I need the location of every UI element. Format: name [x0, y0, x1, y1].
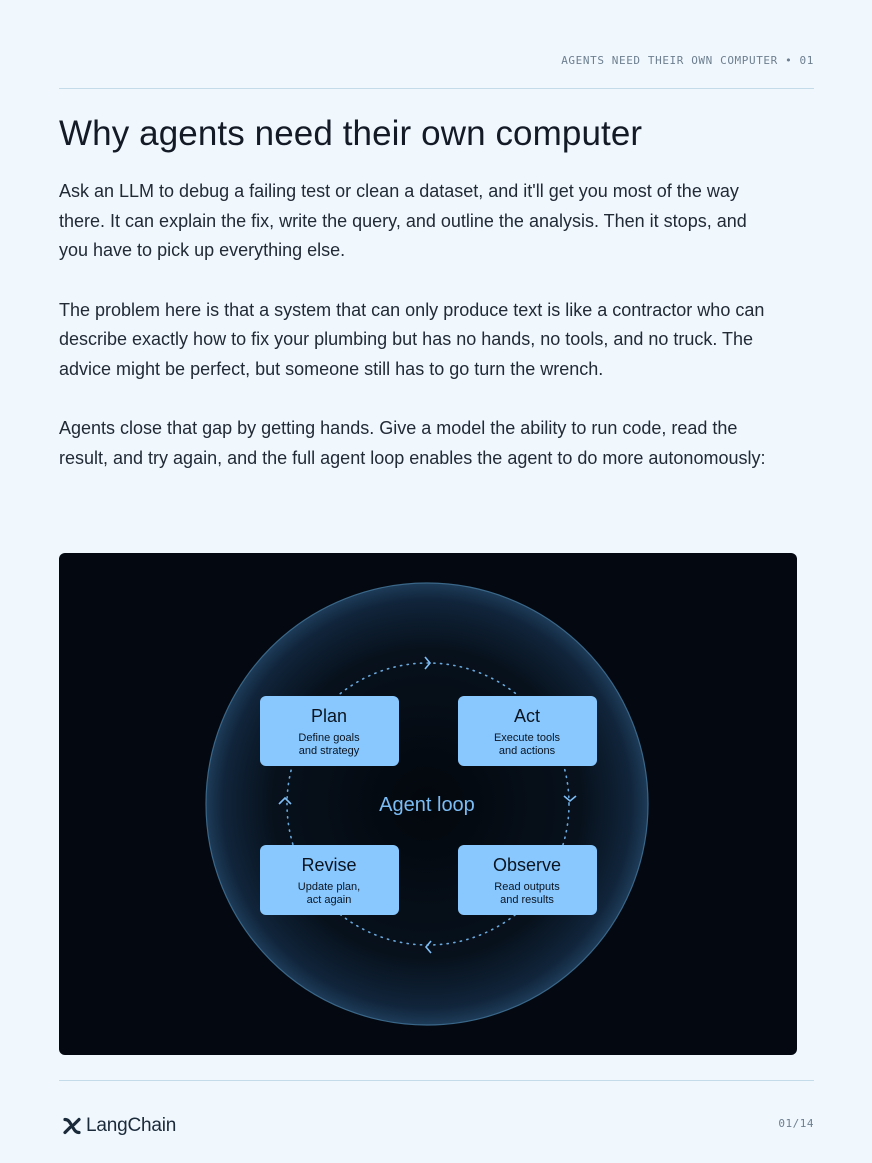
step-desc-2: and results	[500, 894, 554, 906]
step-revise	[260, 845, 399, 915]
running-header: AGENTS NEED THEIR OWN COMPUTER • 01	[561, 54, 814, 67]
brand-name: LangChain	[86, 1115, 177, 1136]
brand-logo	[62, 1114, 176, 1138]
page-number: 01/14	[778, 1117, 814, 1130]
step-desc-1: Read outputs	[494, 881, 560, 893]
agent-loop-diagram	[59, 553, 797, 1055]
page-title: Why agents need their own computer	[59, 114, 643, 153]
step-act	[458, 696, 597, 766]
step-observe	[458, 845, 597, 915]
agent-loop-figure	[59, 553, 797, 1055]
step-title: Revise	[301, 855, 357, 875]
footer-divider	[59, 1080, 814, 1081]
step-title: Plan	[310, 706, 348, 726]
header-divider	[59, 88, 814, 89]
paragraph-1: Ask an LLM to debug a failing test or clean a dataset, and it'll get you most of the way there. It can explain the fix, write the query, and outline the analysis. Then it stops, and you have to pick up everything else.	[59, 181, 747, 260]
step-plan	[260, 696, 399, 766]
step-desc-2: act again	[306, 894, 352, 906]
body-text	[59, 177, 779, 503]
step-desc-1: Define goals	[298, 732, 360, 744]
step-desc-2: and actions	[498, 745, 556, 757]
step-title: Observe	[492, 855, 562, 875]
langchain-logo-icon	[62, 1116, 82, 1136]
step-title: Act	[513, 706, 541, 726]
step-desc-1: Execute tools	[493, 732, 561, 744]
paragraph-2: The problem here is that a system that can only produce text is like a contractor who can describe exactly how to fix your plumbing but has no hands, no tools, and no truck. The advice might be perfect, but someone still has to go turn the wrench.	[59, 299, 765, 379]
loop-center-label: Agent loop	[379, 794, 475, 816]
step-desc-2: and strategy	[298, 745, 360, 757]
step-desc-1: Update plan,	[297, 881, 361, 893]
paragraph-3: Agents close that gap by getting hands. Give a model the ability to run code, read the result, and try again, and the full agent loop enables the agent to do more autonomously:	[59, 418, 766, 468]
